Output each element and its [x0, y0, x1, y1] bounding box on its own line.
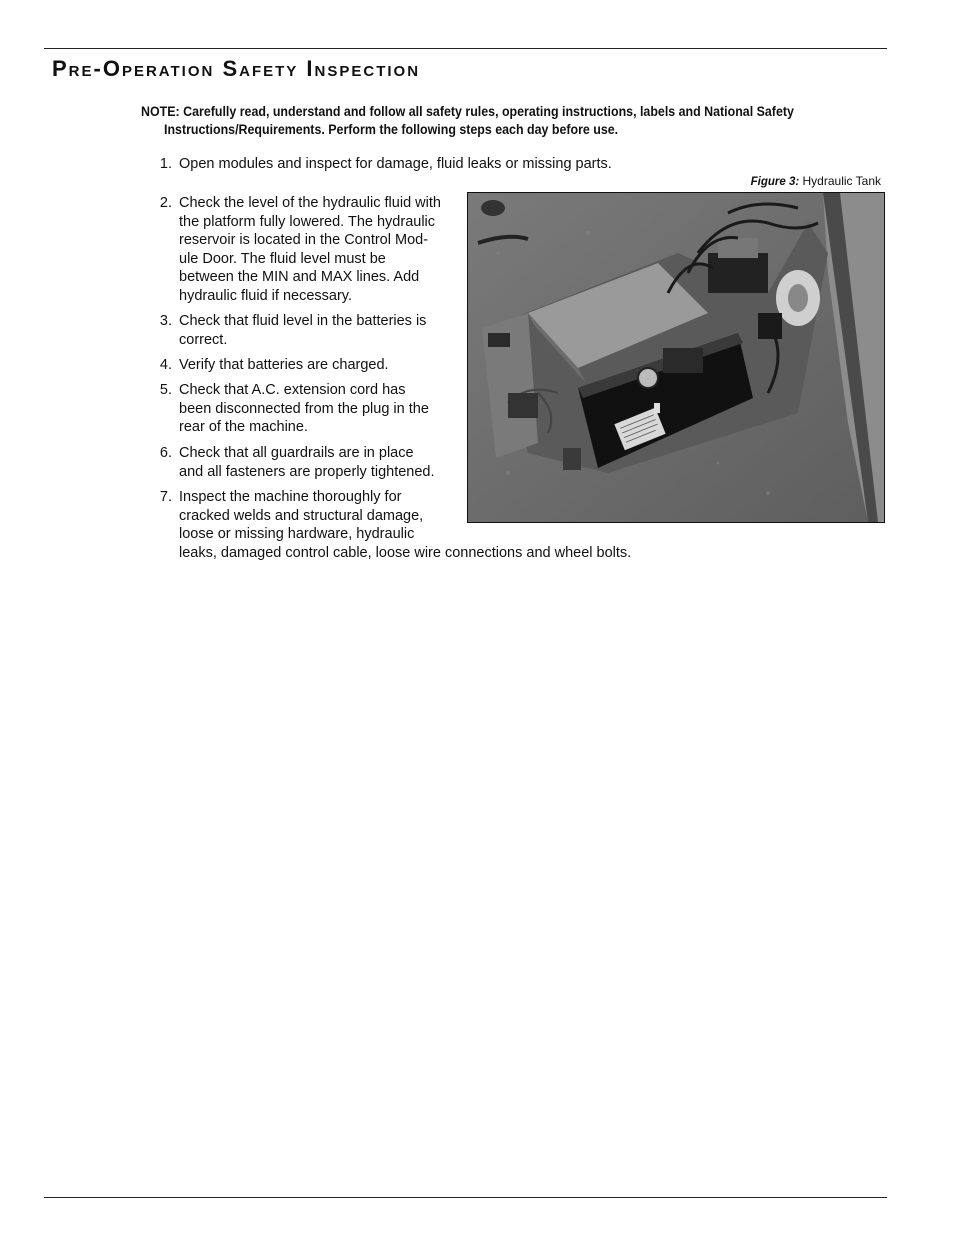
note-label: NOTE: — [141, 104, 180, 119]
step-line: reservoir is located in the Control Mod- — [179, 232, 429, 248]
figure-label: Figure 3: — [750, 176, 800, 188]
figure-caption-text: Hydraulic Tank — [802, 174, 881, 188]
figure-caption — [751, 174, 881, 188]
step-line: rear of the machine. — [179, 419, 308, 435]
step-line: leaks, damaged control cable, loose wire connections and wheel bolts. — [179, 544, 632, 561]
step-line: ule Door. The fluid level must be — [179, 250, 386, 267]
step-text — [179, 194, 441, 305]
step-line: Inspect the machine thoroughly for — [179, 489, 402, 505]
step-text: Verify that batteries are charged. — [179, 357, 389, 373]
step-line: Check that A.C. extension cord has — [179, 382, 406, 398]
step-text — [179, 444, 435, 481]
page-title: Pre-Operation Safety Inspection — [52, 56, 421, 81]
hydraulic-tank-photo — [467, 192, 885, 523]
step-number: 5. — [159, 382, 172, 398]
step-number: 1. — [159, 156, 172, 172]
step-line: hydraulic fluid if necessary. — [179, 287, 353, 304]
step-line: the platform fully lowered. The hydraulic — [179, 213, 436, 230]
step-number: 2. — [159, 195, 172, 211]
bottom-rule — [44, 1197, 887, 1198]
step-number: 4. — [159, 357, 172, 373]
step-line: Check the level of the hydraulic fluid with — [179, 195, 441, 211]
step-text: Open modules and inspect for damage, fluid leaks or missing parts. — [179, 156, 612, 172]
step-line: cracked welds and structural damage, — [179, 507, 424, 524]
step-text — [179, 312, 426, 349]
step-line: between the MIN and MAX lines. Add — [179, 269, 420, 285]
step-line: Check that fluid level in the batteries is — [179, 313, 427, 329]
step-line: been disconnected from the plug in the — [179, 400, 429, 417]
step-number: 6. — [159, 445, 172, 461]
step-line: and all fasteners are properly tightened. — [179, 463, 435, 480]
step-number: 7. — [159, 489, 172, 505]
top-rule — [44, 48, 887, 49]
note-line-2: Instructions/Requirements. Perform the following steps each day before use. — [164, 122, 619, 137]
step-number: 3. — [159, 313, 172, 329]
safety-note — [141, 103, 803, 139]
note-line-1: Carefully read, understand and follow all safety rules, operating instructions, labels and National Safety — [183, 104, 794, 119]
step-line: correct. — [179, 331, 228, 348]
step-line: Check that all guardrails are in place — [179, 445, 414, 461]
step-text — [179, 381, 429, 437]
step-line: loose or missing hardware, hydraulic — [179, 526, 415, 542]
